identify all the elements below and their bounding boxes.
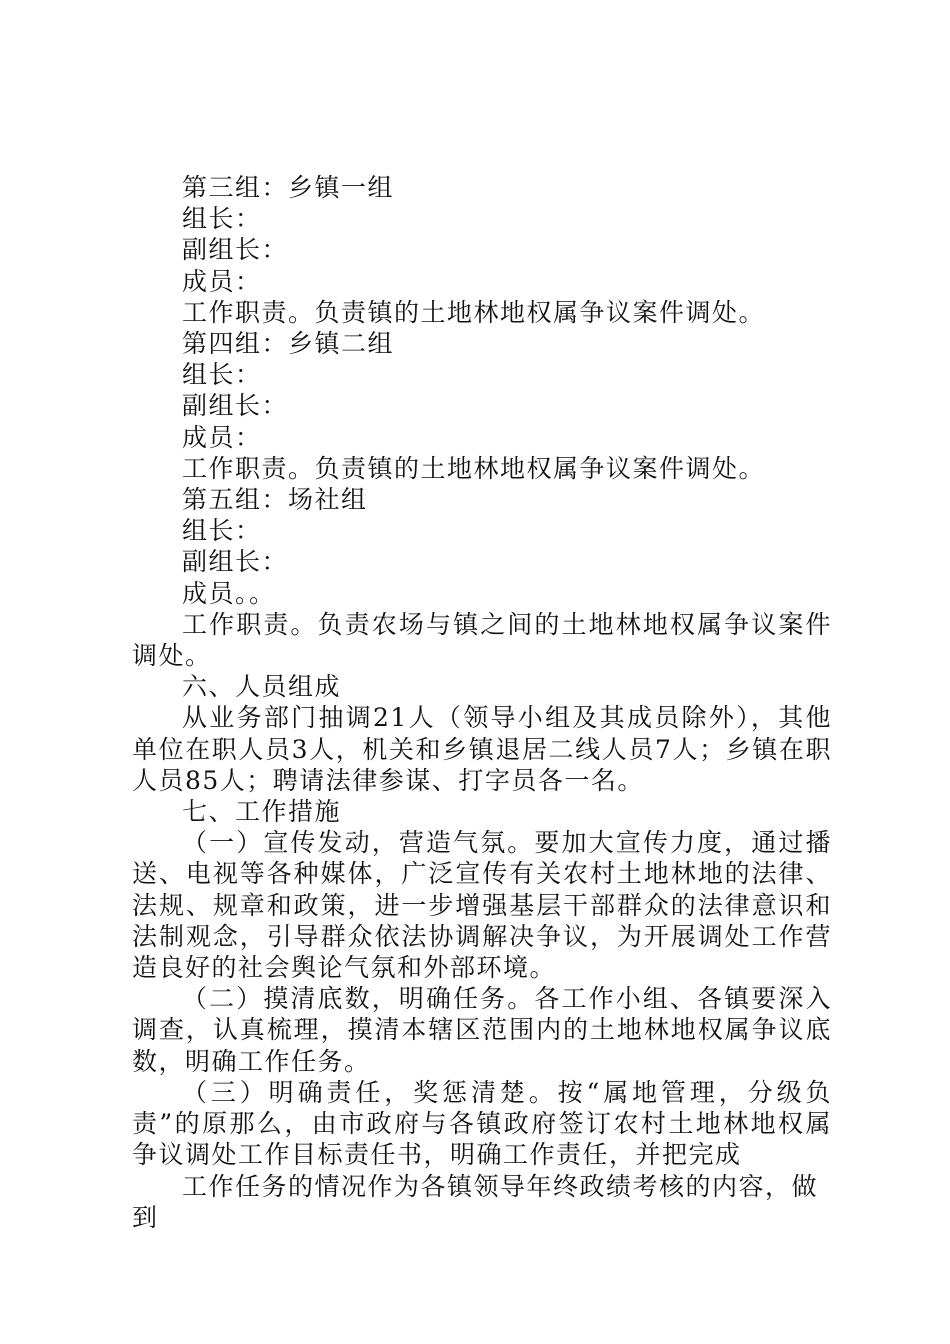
- section-six-body: 从业务部门抽调21人（领导小组及其成员除外），其他单位在职人员3人，机关和乡镇退居二线人员7人；乡镇在职人员85人；聘请法律参谋、打字员各一名。: [132, 703, 832, 795]
- measure-two: （二）摸清底数，明确任务。各工作小组、各镇要深入调查，认真梳理，摸清本辖区范围内的土地林地权属争议底数，明确工作任务。: [132, 984, 832, 1076]
- group-three-deputy-leader: 副组长：: [182, 235, 289, 265]
- group-three-heading: 第三组：乡镇一组: [182, 173, 395, 202]
- group-four-leader: 组长：: [182, 360, 262, 390]
- measure-three-continued: 工作任务的情况作为各镇领导年终政绩考核的内容，做到: [132, 1171, 819, 1232]
- section-seven-heading: 七、工作措施: [182, 797, 342, 827]
- group-four-members: 成员：: [182, 422, 262, 452]
- group-five-duties: 工作职责。负责农场与镇之间的土地林地权属争议案件调处。: [132, 609, 832, 671]
- measure-one: （一）宣传发动，营造气氛。要加大宣传力度，通过播送、电视等各种媒体，广泛宣传有关农村土地林地的法律、法规、规章和政策，进一步增强基层干部群众的法律意识和法制观念，引导群众依法协调解决争议，为开展调处工作营造良好的社会舆论气氛和外部环境。: [132, 828, 832, 983]
- group-five-deputy-leader: 副组长：: [182, 547, 289, 577]
- group-three-duties: 工作职责。负责镇的土地林地权属争议案件调处。: [182, 297, 766, 327]
- group-four-heading: 第四组：乡镇二组: [182, 329, 395, 359]
- section-six-heading: 六、人员组成: [182, 672, 342, 702]
- group-five-members: 成员。。: [182, 578, 276, 608]
- group-four-duties: 工作职责。负责镇的土地林地权属争议案件调处。: [182, 453, 766, 483]
- document-body: [132, 172, 832, 1233]
- group-three-leader: 组长：: [182, 204, 262, 234]
- group-three-members: 成员：: [182, 266, 262, 296]
- group-four-deputy-leader: 副组长：: [182, 391, 289, 421]
- measure-three: （三）明确责任，奖惩清楚。按“属地管理，分级负责”的原那么，由市政府与各镇政府签订农村土地林地权属争议调处工作目标责任书，明确工作责任，并把完成: [132, 1077, 832, 1170]
- group-five-heading: 第五组：场社组: [182, 485, 368, 515]
- group-five-leader: 组长：: [182, 516, 262, 546]
